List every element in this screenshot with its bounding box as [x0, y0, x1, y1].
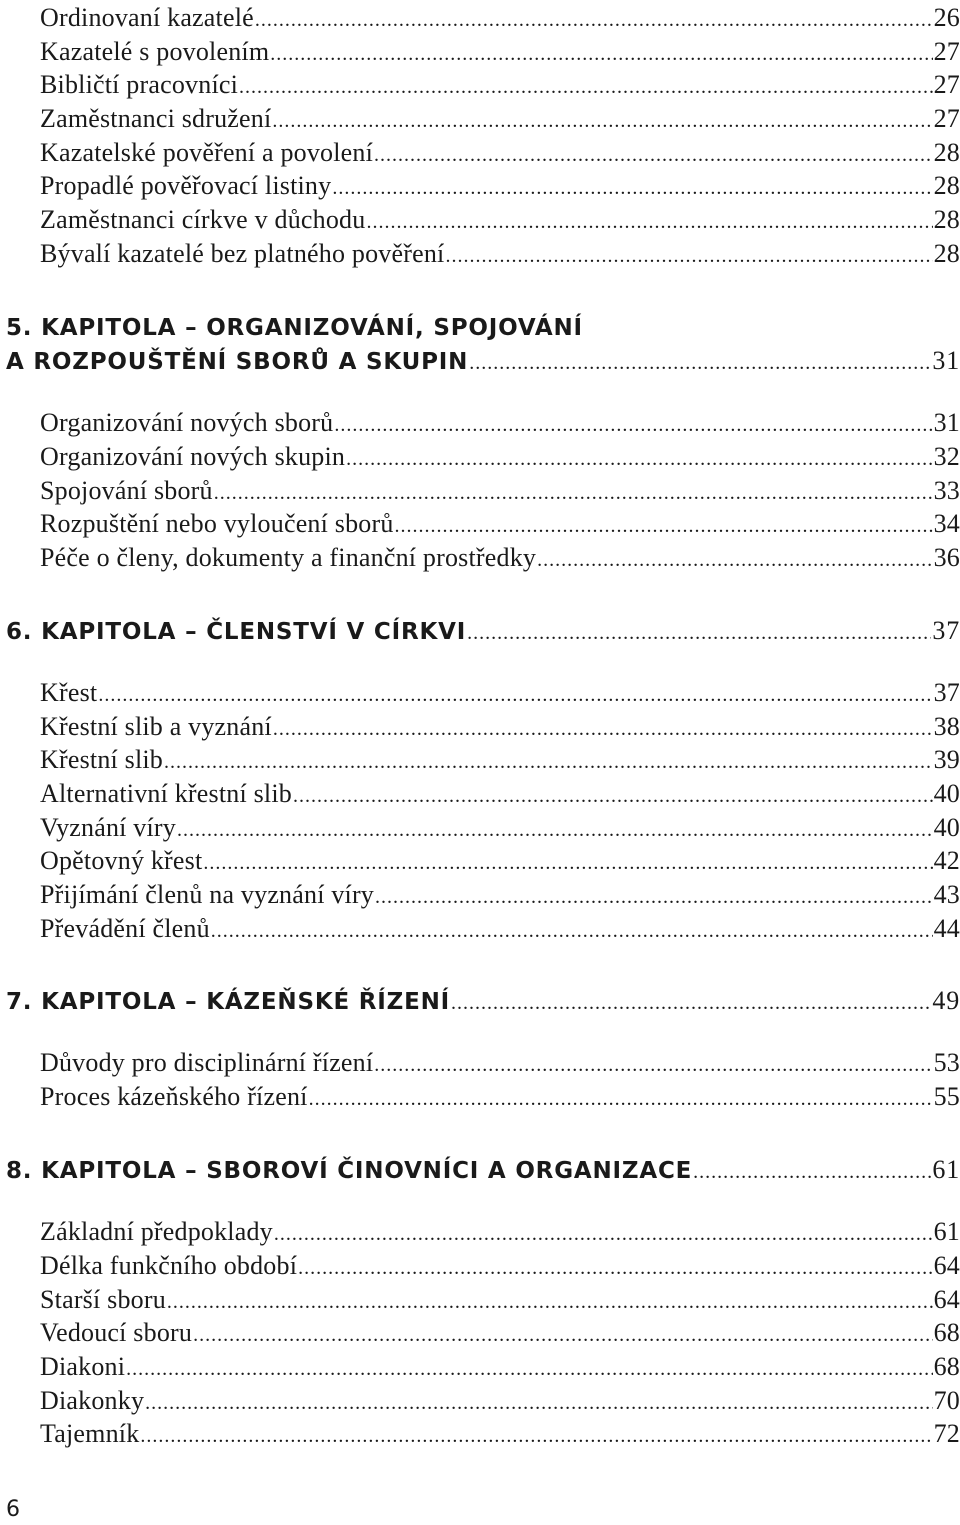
dot-leader	[469, 346, 931, 378]
toc-entry-page: 38	[933, 712, 960, 741]
toc-entry[interactable]	[40, 136, 960, 170]
toc-entry-title: Ordinovaní kazatelé	[40, 3, 254, 32]
toc-entry-page: 26	[933, 3, 960, 32]
chapter-page: 61	[932, 1155, 960, 1184]
toc-entry[interactable]	[40, 1316, 960, 1350]
dot-leader	[167, 1285, 933, 1317]
dot-leader	[395, 509, 933, 541]
toc-entry-title: Proces kázeňského řízení	[40, 1082, 308, 1111]
chapter-page: 49	[932, 986, 960, 1015]
dot-leader	[467, 616, 931, 648]
toc-entry-page: 42	[933, 846, 960, 875]
dot-leader	[145, 1386, 932, 1418]
chapter-heading-title: 7. KAPITOLA – KÁZEŇSKÉ ŘÍZENÍ	[6, 989, 451, 1015]
dot-leader	[193, 1318, 933, 1350]
toc-entry[interactable]	[40, 406, 960, 440]
toc-entry[interactable]	[40, 169, 960, 203]
dot-leader	[309, 1082, 933, 1114]
toc-entry[interactable]	[40, 541, 960, 575]
toc-entry-page: 36	[933, 543, 960, 572]
dot-leader	[298, 1251, 932, 1283]
dot-leader	[366, 205, 932, 237]
chapter-page: 37	[932, 616, 960, 645]
dot-leader	[374, 1048, 932, 1080]
dot-leader	[274, 1217, 933, 1249]
toc-entry[interactable]	[40, 1215, 960, 1249]
dot-leader	[270, 37, 932, 69]
toc-entry-page: 32	[933, 442, 960, 471]
chapter-heading[interactable]: 5. KAPITOLA – ORGANIZOVÁNÍ, SPOJOVÁNÍ	[6, 315, 583, 341]
toc-entry-page: 40	[933, 813, 960, 842]
toc-entry-title: Zaměstnanci církve v důchodu	[40, 205, 366, 234]
toc-entry[interactable]	[40, 676, 960, 710]
toc-entry[interactable]	[40, 1350, 960, 1384]
toc-entry-page: 61	[933, 1217, 960, 1246]
chapter-heading-title: 8. KAPITOLA – SBOROVÍ ČINOVNÍCI A ORGANIZACE	[6, 1158, 693, 1184]
chapter-heading-title: 6. KAPITOLA – ČLENSTVÍ V CÍRKVI	[6, 619, 467, 645]
toc-entry-title: Zaměstnanci sdružení	[40, 104, 272, 133]
dot-leader	[211, 914, 933, 946]
chapter-heading-entry[interactable]	[6, 614, 960, 648]
toc-entry[interactable]	[40, 507, 960, 541]
toc-entry-title: Starší sboru	[40, 1285, 166, 1314]
toc-entry[interactable]	[40, 1384, 960, 1418]
toc-entry[interactable]	[40, 1080, 960, 1114]
toc-entry-page: 37	[933, 678, 960, 707]
dot-leader	[273, 712, 933, 744]
toc-entry-page: 44	[933, 914, 960, 943]
toc-entry[interactable]	[40, 1417, 960, 1451]
chapter-heading-title: A ROZPOUŠTĚNÍ SBORŮ A SKUPIN	[6, 349, 469, 375]
chapter-heading-entry[interactable]	[6, 984, 960, 1018]
toc-entry[interactable]	[40, 440, 960, 474]
toc-entry-title: Opětovný křest	[40, 846, 203, 875]
toc-entry-page: 55	[933, 1082, 960, 1111]
toc-entry-title: Přijímání členů na vyznání víry	[40, 880, 375, 909]
toc-entry[interactable]	[40, 912, 960, 946]
toc-entry-page: 53	[933, 1048, 960, 1077]
dot-leader	[451, 986, 931, 1018]
toc-entry[interactable]	[40, 710, 960, 744]
toc-entry[interactable]	[40, 68, 960, 102]
toc-entry-title: Spojování sborů	[40, 476, 213, 505]
toc-entry-title: Kazatelské pověření a povolení	[40, 138, 374, 167]
dot-leader	[98, 678, 932, 710]
page-number: 6	[6, 1497, 20, 1522]
toc-entry-title: Tajemník	[40, 1419, 140, 1448]
toc-entry-page: 28	[933, 171, 960, 200]
toc-entry-title: Křestní slib a vyznání	[40, 712, 272, 741]
dot-leader	[445, 239, 932, 271]
toc-entry-title: Rozpuštění nebo vyloučení sborů	[40, 509, 394, 538]
toc-entry-title: Kazatelé s povolením	[40, 37, 270, 66]
toc-entry-page: 31	[933, 408, 960, 437]
toc-entry-title: Diakoni	[40, 1352, 126, 1381]
toc-entry[interactable]	[40, 811, 960, 845]
dot-leader	[693, 1155, 931, 1187]
toc-entry-page: 64	[933, 1285, 960, 1314]
chapter-heading-entry[interactable]	[6, 344, 960, 378]
toc-entry[interactable]	[40, 203, 960, 237]
dot-leader	[203, 846, 932, 878]
toc-entry-page: 34	[933, 509, 960, 538]
toc-entry[interactable]	[40, 844, 960, 878]
toc-entry-title: Křest	[40, 678, 98, 707]
toc-entry[interactable]	[40, 743, 960, 777]
toc-entry-page: 64	[933, 1251, 960, 1280]
dot-leader	[346, 442, 932, 474]
toc-entry-title: Diakonky	[40, 1386, 145, 1415]
toc-entry-title: Propadlé pověřovací listiny	[40, 171, 332, 200]
toc-entry[interactable]	[40, 777, 960, 811]
toc-entry-title: Převádění členů	[40, 914, 210, 943]
dot-leader	[255, 3, 933, 35]
toc-entry-title: Základní předpoklady	[40, 1217, 273, 1246]
toc-entry-page: 70	[933, 1386, 960, 1415]
dot-leader	[126, 1352, 932, 1384]
toc-entry-title: Péče o členy, dokumenty a finanční prostředky	[40, 543, 537, 572]
toc-entry[interactable]	[40, 35, 960, 69]
dot-leader	[140, 1419, 932, 1451]
toc-entry[interactable]	[40, 102, 960, 136]
toc-entry-title: Délka funkčního období	[40, 1251, 298, 1280]
toc-entry-page: 27	[933, 70, 960, 99]
toc-entry-title: Vyznání víry	[40, 813, 176, 842]
toc-entry-title: Vedoucí sboru	[40, 1318, 193, 1347]
toc-entry-page: 72	[933, 1419, 960, 1448]
toc-entry[interactable]	[40, 1249, 960, 1283]
toc-entry-title: Křestní slib	[40, 745, 164, 774]
dot-leader	[332, 171, 932, 203]
dot-leader	[374, 138, 933, 170]
toc-entry-page: 39	[933, 745, 960, 774]
dot-leader	[164, 745, 933, 777]
toc-entry-page: 68	[933, 1352, 960, 1381]
dot-leader	[334, 408, 932, 440]
chapter-page: 31	[932, 346, 960, 375]
toc-entry-title: Bibličtí pracovníci	[40, 70, 239, 99]
dot-leader	[537, 543, 932, 575]
toc-entry[interactable]	[40, 474, 960, 508]
toc-entry-page: 40	[933, 779, 960, 808]
toc-entry-title: Bývalí kazatelé bez platného pověření	[40, 239, 445, 268]
toc-entry-title: Alternativní křestní slib	[40, 779, 292, 808]
dot-leader	[239, 70, 933, 102]
toc-entry-page: 28	[933, 138, 960, 167]
dot-leader	[272, 104, 932, 136]
toc-entry-page: 28	[933, 205, 960, 234]
chapter-heading-entry[interactable]	[6, 1153, 960, 1187]
toc-entry-page: 27	[933, 104, 960, 133]
toc-entry[interactable]	[40, 1283, 960, 1317]
dot-leader	[214, 476, 933, 508]
toc-entry-page: 33	[933, 476, 960, 505]
toc-entry-page: 68	[933, 1318, 960, 1347]
toc-entry[interactable]	[40, 878, 960, 912]
dot-leader	[375, 880, 933, 912]
toc-entry-title: Organizování nových sborů	[40, 408, 334, 437]
toc-entry[interactable]	[40, 1046, 960, 1080]
dot-leader	[177, 813, 933, 845]
toc-entry-title: Organizování nových skupin	[40, 442, 346, 471]
dot-leader	[293, 779, 933, 811]
toc-entry-page: 43	[933, 880, 960, 909]
toc-entry-title: Důvody pro disciplinární řízení	[40, 1048, 374, 1077]
toc-entry-page: 28	[933, 239, 960, 268]
toc-entry[interactable]	[40, 1, 960, 35]
toc-entry-page: 27	[933, 37, 960, 66]
toc-entry[interactable]	[40, 237, 960, 271]
